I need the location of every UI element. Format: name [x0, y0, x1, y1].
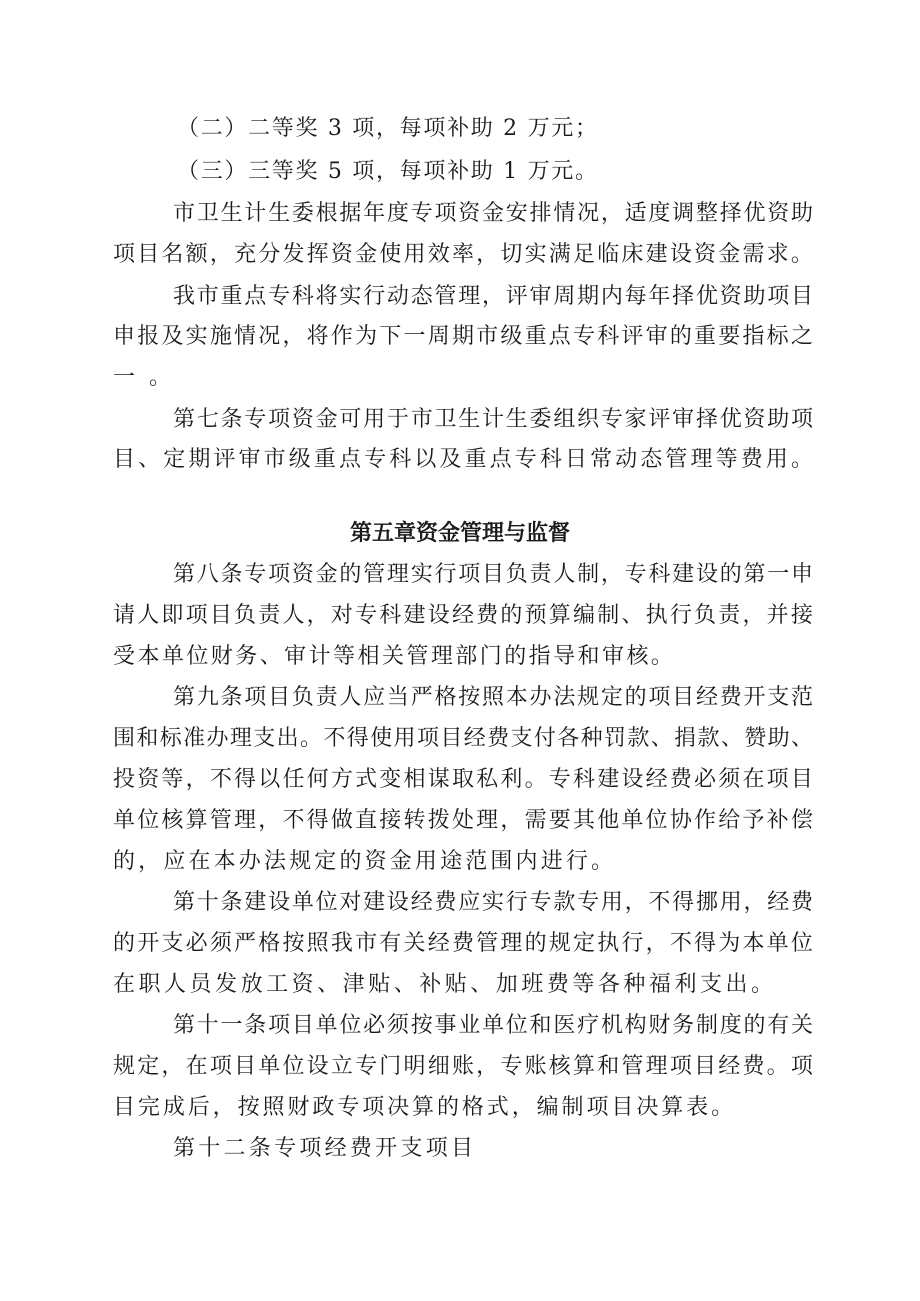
paragraph-line: 市卫生计生委根据年度专项资金安排情况，适度调整择优资助	[173, 201, 815, 226]
paragraph-line: 请人即项目负责人，对专科建设经费的预算编制、执行负责，并接	[113, 603, 816, 628]
paragraph-line: 的，应在本办法规定的资金用途范围内进行。	[113, 849, 617, 874]
paragraph-line: （二）二等奖 3 项，每项补助 2 万元；	[177, 116, 599, 141]
paragraph-line: 第十二条专项经费开支项目	[173, 1136, 477, 1161]
paragraph-line: （三）三等奖 5 项，每项补助 1 万元。	[177, 159, 599, 184]
paragraph-line: 项目名额，充分发挥资金使用效率，切实满足临床建设资金需求。	[113, 242, 816, 267]
paragraph-line: 一。	[113, 365, 186, 390]
paragraph-line: 第九条项目负责人应当严格按照本办法规定的项目经费开支范	[173, 685, 815, 710]
paragraph-line: 第七条专项资金可用于市卫生计生委组织专家评审择优资助项	[173, 407, 815, 432]
paragraph-line: 单位核算管理，不得做直接转拨处理，需要其他单位协作给予补偿	[113, 808, 816, 833]
chapter-heading: 第五章资金管理与监督	[349, 521, 570, 546]
paragraph-line: 我市重点专科将实行动态管理，评审周期内每年择优资助项目	[173, 284, 815, 309]
paragraph-line: 目、定期评审市级重点专科以及重点专科日常动态管理等费用。	[113, 447, 817, 472]
paragraph-line: 申报及实施情况，将作为下一周期市级重点专科评审的重要指标之	[113, 324, 816, 349]
paragraph-line: 受本单位财务、审计等相关管理部门的指导和审核。	[113, 644, 676, 669]
paragraph-line: 第八条专项资金的管理实行项目负责人制，专科建设的第一申	[173, 562, 815, 587]
paragraph-line: 的开支必须严格按照我市有关经费管理的规定执行，不得为本单位	[113, 931, 816, 956]
paragraph-line: 目完成后，按照财政专项决算的格式，编制项目决算表。	[113, 1095, 737, 1120]
paragraph-line: 在职人员发放工资、津贴、补贴、加班费等各种福利支出。	[113, 972, 777, 997]
paragraph-line: 规定，在项目单位设立专门明细账，专账核算和管理项目经费。项	[113, 1054, 816, 1079]
paragraph-line: 围和标准办理支出。不得使用项目经费支付各种罚款、捐款、赞助、	[113, 726, 815, 751]
paragraph-line: 第十条建设单位对建设经费应实行专款专用，不得挪用，经费	[173, 890, 815, 915]
paragraph-line: 投资等，不得以任何方式变相谋取私利。专科建设经费必须在项目	[113, 767, 816, 792]
paragraph-line: 第十一条项目单位必须按事业单位和医疗机构财务制度的有关	[173, 1013, 815, 1038]
